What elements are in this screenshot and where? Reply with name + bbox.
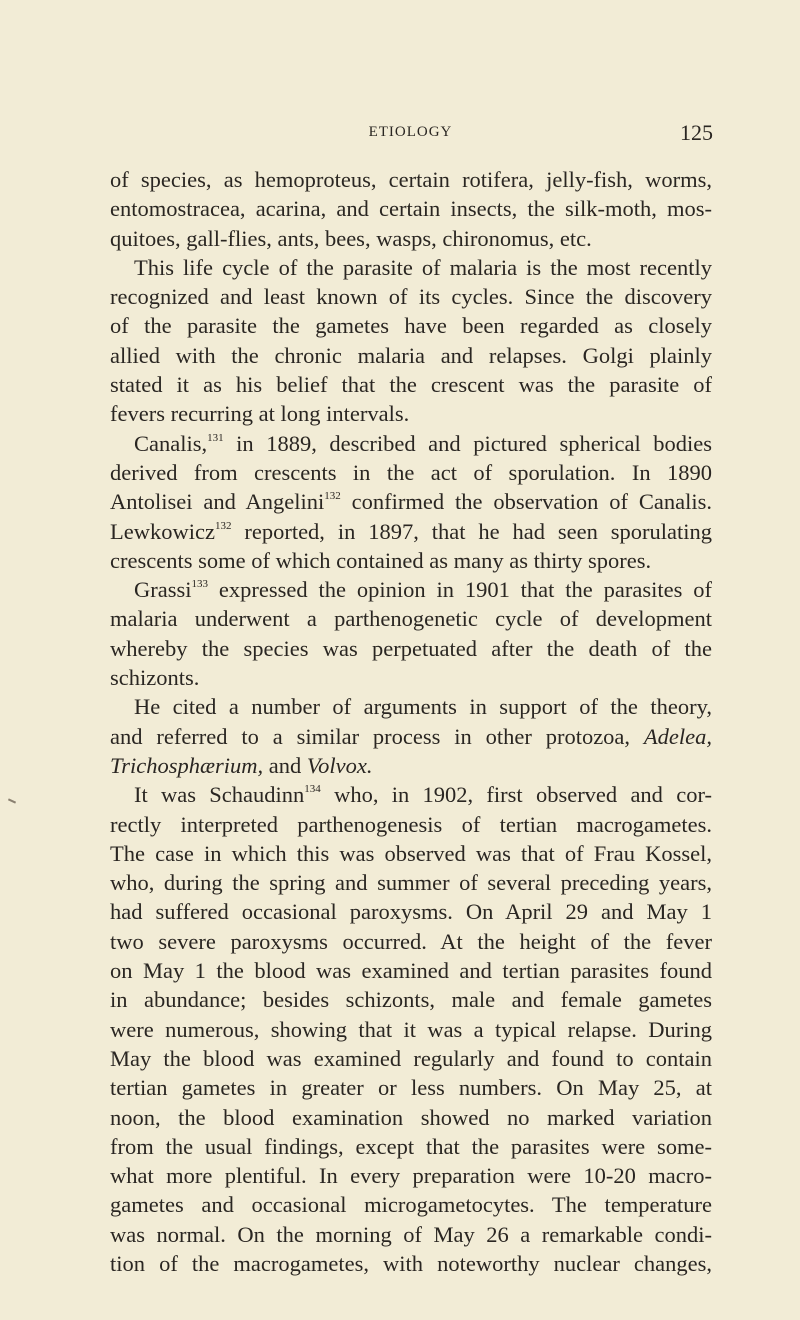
running-head-title: ETIOLOGY	[368, 124, 453, 140]
text-line: were numerous, showing that it was a typical relapse. During	[110, 1016, 712, 1042]
text-span: Lewkowicz	[110, 518, 215, 544]
text-line: in abundance; besides schizonts, male and female gametes	[110, 987, 712, 1013]
margin-mark	[8, 798, 16, 803]
italic-term: Trichosphærium,	[110, 752, 264, 778]
text-line: tertian gametes in greater or less numbers. On May 25, at	[110, 1075, 712, 1101]
body-text	[110, 165, 712, 1278]
text-line: entomostracea, acarina, and certain insects, the silk-moth, mos-	[110, 196, 712, 222]
text-line: of species, as hemoproteus, certain rotifera, jelly-fish, worms,	[110, 167, 712, 192]
text-line: on May 1 the blood was examined and tertian parasites found	[110, 958, 712, 984]
text-span: Antolisei and Angelini	[110, 489, 325, 515]
text-span: confirmed the observation of Canalis.	[340, 489, 712, 515]
text-line: recognized and least known of its cycles. Since the discovery	[110, 284, 712, 310]
text-line: was normal. On the morning of May 26 a remarkable condi-	[110, 1221, 712, 1247]
page-number: 125	[680, 120, 713, 145]
footnote-ref: 131	[207, 431, 224, 444]
text-line	[110, 429, 712, 458]
text-span: in 1889, described and pictured spherical bodies	[223, 430, 712, 456]
footnote-ref: 132	[324, 490, 341, 503]
running-head	[108, 120, 713, 150]
text-line: from the usual findings, except that the parasites were some-	[110, 1133, 712, 1159]
text-line: fevers recurring at long intervals.	[110, 401, 410, 427]
text-line: malaria underwent a parthenogenetic cycle of development	[110, 606, 712, 632]
text-span: Grassi	[134, 577, 192, 603]
text-line: two severe paroxysms occurred. At the height of the fever	[110, 928, 712, 954]
text-line: of the parasite the gametes have been regarded as closely	[110, 313, 712, 339]
footnote-ref: 133	[191, 578, 208, 591]
text-span: reported, in 1897, that he had seen sporulating	[231, 518, 712, 544]
text-line	[110, 722, 712, 751]
footnote-ref: 134	[304, 783, 321, 796]
text-span: expressed the opinion in 1901 that the parasites of	[208, 577, 712, 603]
text-line	[110, 751, 712, 780]
text-line: schizonts.	[110, 665, 200, 691]
text-span: and referred to a similar process in other protozoa,	[110, 723, 644, 749]
text-line: allied with the chronic malaria and relapses. Golgi plainly	[110, 342, 712, 368]
text-line: rectly interpreted parthenogenesis of tertian macrogametes.	[110, 811, 712, 837]
text-line: stated it as his belief that the crescent was the parasite of	[110, 372, 712, 398]
text-line: crescents some of which contained as many as thirty spores.	[110, 547, 652, 573]
text-line: He cited a number of arguments in support of the theory,	[134, 694, 712, 720]
text-line	[110, 517, 712, 546]
text-line: The case in which this was observed was that of Frau Kossel,	[110, 840, 712, 866]
text-line: noon, the blood examination showed no marked variation	[110, 1104, 712, 1130]
text-span: Canalis,	[134, 430, 208, 456]
text-line: quitoes, gall-flies, ants, bees, wasps, chironomus, etc.	[110, 225, 592, 251]
text-span: It was Schaudinn	[134, 782, 305, 808]
italic-term: Adelea,	[643, 723, 712, 749]
footnote-ref: 132	[214, 519, 232, 532]
text-line: tion of the macrogametes, with noteworthy nuclear changes,	[110, 1250, 712, 1276]
text-line: This life cycle of the parasite of malaria is the most recently	[134, 254, 712, 280]
text-line: derived from crescents in the act of sporulation. In 1890	[110, 459, 712, 485]
text-line: who, during the spring and summer of several preceding years,	[110, 870, 712, 896]
text-line: gametes and occasional microgametocytes. The temperature	[110, 1192, 712, 1218]
text-line: May the blood was examined regularly and found to contain	[110, 1045, 712, 1071]
text-line	[110, 487, 712, 516]
text-line: had suffered occasional paroxysms. On April 29 and May 1	[110, 899, 712, 925]
text-line	[110, 575, 712, 604]
text-span: and	[263, 752, 307, 778]
text-span: who, in 1902, first observed and cor-	[320, 782, 712, 808]
text-line	[110, 780, 712, 809]
text-line: whereby the species was perpetuated after the death of the	[110, 635, 712, 661]
italic-term: Volvox.	[306, 752, 373, 778]
text-line: what more plentiful. In every preparation were 10-20 macro-	[110, 1163, 712, 1189]
